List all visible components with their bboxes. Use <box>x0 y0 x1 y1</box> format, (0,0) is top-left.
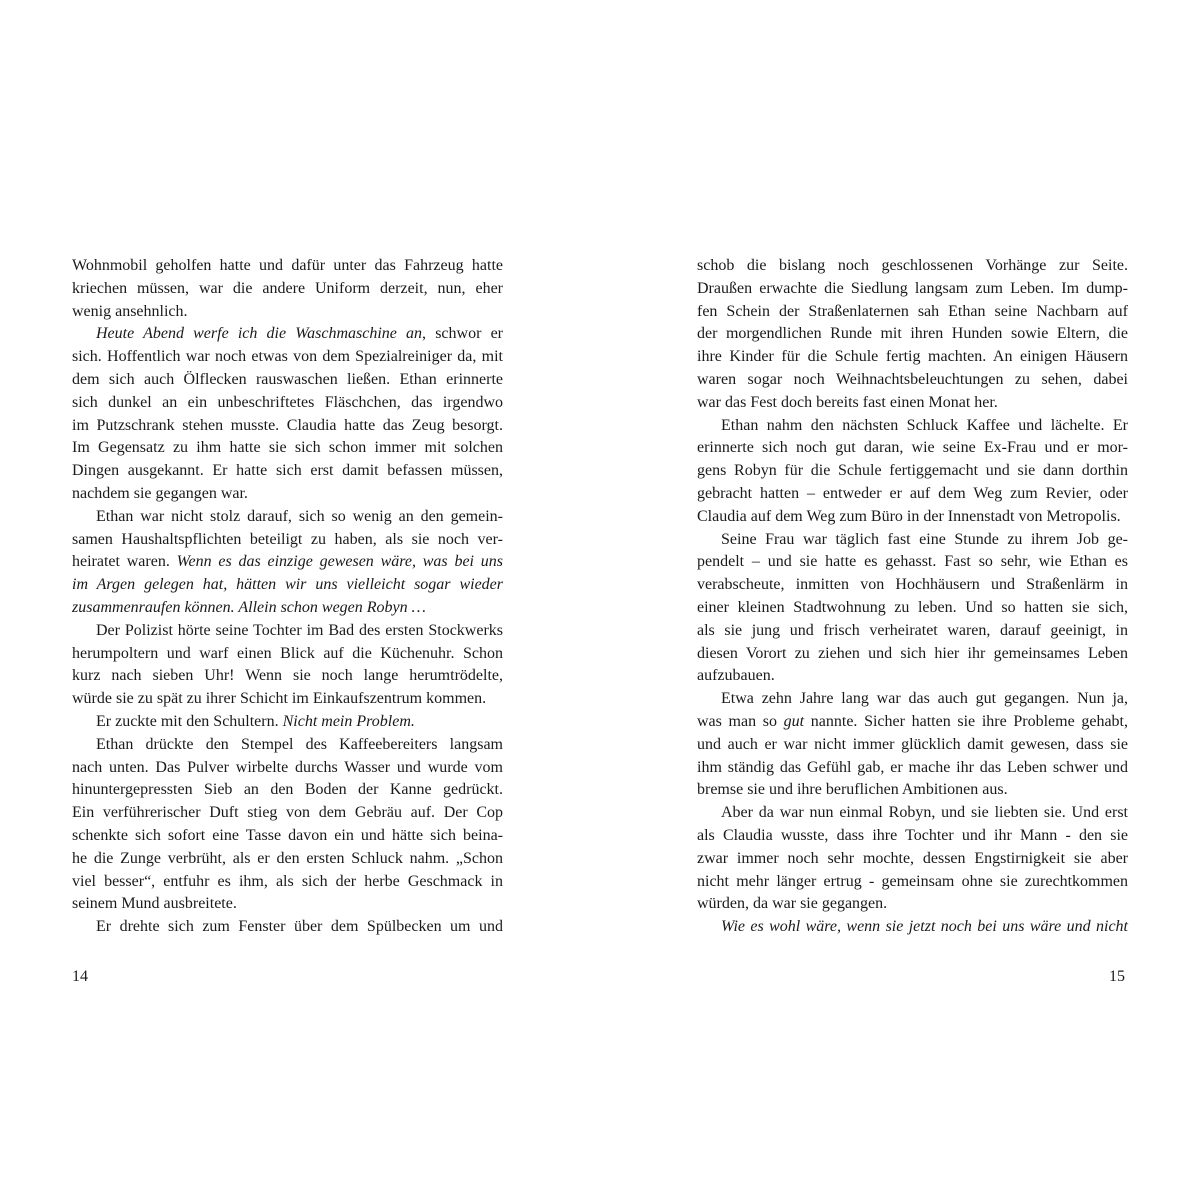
text-run: nach unten. Das Pulver wirbelte durchs Wasser und wurde vom <box>72 758 503 776</box>
text-line <box>72 551 503 574</box>
text-line <box>72 802 503 825</box>
text-line <box>697 392 1128 415</box>
text-run: einer kleinen Stadtwohnung zu leben. Und so hatten sie sich, <box>697 598 1128 616</box>
text-run: Ethan drückte den Stempel des Kaffeebereiters langsam <box>96 735 503 753</box>
italic-text: Heute Abend werfe ich die Waschmaschine an <box>96 325 423 343</box>
text-run: als Claudia wusste, dass ihre Tochter und ihr Mann - den sie <box>697 826 1128 844</box>
italic-text: im Argen gelegen hat, hätten wir uns vielleicht sogar wieder <box>72 576 503 594</box>
text-run: schob die bislang noch geschlossenen Vorhänge zur Seite. <box>697 257 1128 274</box>
text-run: würden, da war sie gegangen. <box>697 895 888 913</box>
text-line <box>697 278 1128 301</box>
text-line <box>72 688 503 711</box>
text-line <box>697 346 1128 369</box>
text-line <box>697 574 1128 597</box>
text-run: samen Haushaltspflichten beteiligt zu haben, als sie noch ver- <box>72 530 503 548</box>
text-line <box>72 323 503 346</box>
text-run: herumpoltern und warf einen Blick auf die Küchenuhr. Schon <box>72 644 503 662</box>
text-run: waren sogar noch Weihnachtsbeleuchtungen zu sehen, dabei <box>697 370 1128 388</box>
text-run: heiratet waren. <box>72 553 177 571</box>
text-line <box>72 415 503 438</box>
text-run: sich. Hoffentlich war noch etwas von dem Spezialreiniger da, mit <box>72 348 503 366</box>
italic-text: Nicht mein Problem. <box>282 712 415 730</box>
text-line <box>72 916 503 939</box>
text-run: fen Schein der Straßenlaternen sah Ethan seine Nachbarn auf <box>697 302 1128 320</box>
text-line <box>72 757 503 780</box>
text-line <box>72 506 503 529</box>
text-line <box>697 597 1128 620</box>
text-line <box>72 893 503 916</box>
text-line <box>697 643 1128 666</box>
text-run: Der Polizist hörte seine Tochter im Bad des ersten Stockwerks <box>96 621 503 639</box>
text-line <box>697 323 1128 346</box>
text-line <box>697 825 1128 848</box>
text-run: wenig ansehnlich. <box>72 302 188 320</box>
text-run: Ein verführerischer Duft stieg von dem Gebräu auf. Der Cop <box>72 804 503 822</box>
text-line <box>697 415 1128 438</box>
right-page-text <box>697 255 1128 939</box>
text-line <box>72 301 503 324</box>
text-run: Im Gegensatz zu ihm hatte sie sich schon immer mit solchen <box>72 439 503 457</box>
italic-text: Wie es wohl wäre, wenn sie jetzt noch bei uns wäre und nicht <box>721 918 1128 936</box>
text-line <box>72 574 503 597</box>
italic-text: gut <box>783 712 805 730</box>
text-line <box>72 620 503 643</box>
text-run: Er zuckte mit den Schultern. <box>96 712 283 730</box>
text-line <box>697 437 1128 460</box>
text-run: erinnerte sich noch gut daran, wie seine Ex-Frau und er mor- <box>697 439 1128 457</box>
text-run: Ethan war nicht stolz darauf, sich so wenig an den gemein- <box>96 507 503 525</box>
text-run: kurz nach sieben Uhr! Wenn sie noch lange herumtrödelte, <box>72 667 503 685</box>
text-line <box>72 369 503 392</box>
text-line <box>72 734 503 757</box>
text-run: hinuntergepressten Sieb an den Boden der Kanne gedrückt. <box>72 781 503 799</box>
text-line <box>72 529 503 552</box>
text-line <box>72 848 503 871</box>
text-line <box>72 665 503 688</box>
text-run: pendelt – und sie hatte es gehasst. Fast so sehr, wie Ethan es <box>697 553 1128 571</box>
text-run: gens Robyn für die Schule fertiggemacht und sie dann dorthin <box>697 462 1128 480</box>
text-run: und auch er war nicht immer glücklich damit gewesen, dass sie <box>697 735 1128 753</box>
italic-text: zusammenraufen können. Allein schon wegen Robyn … <box>72 598 426 616</box>
text-run: Dingen ausgekannt. Er hatte sich erst damit befassen müssen, <box>72 462 503 480</box>
text-line <box>697 734 1128 757</box>
text-run: nicht mehr länger ertrug - gemeinsam ohne sie zurechtkommen <box>697 872 1128 890</box>
text-run: Draußen erwachte die Siedlung langsam zum Leben. Im dump- <box>697 279 1128 297</box>
text-line <box>72 871 503 894</box>
text-run: nachdem sie gegangen war. <box>72 484 248 502</box>
text-run: zwar immer noch sehr mochte, dessen Engstirnigkeit sie aber <box>697 849 1128 867</box>
text-line <box>72 711 503 734</box>
text-run: nannte. Sicher hatten sie ihre Probleme gehabt, <box>804 712 1129 730</box>
text-line <box>72 643 503 666</box>
text-line <box>697 802 1128 825</box>
text-line <box>697 871 1128 894</box>
text-line <box>697 757 1128 780</box>
right-page <box>697 255 1128 939</box>
text-run: Aber da war nun einmal Robyn, und sie liebten sie. Und erst <box>721 804 1128 822</box>
text-run: ihre Kinder für die Schule fertig machten. An einigen Häusern <box>697 348 1128 366</box>
text-line <box>697 893 1128 916</box>
text-run: gebracht hatten – entweder er auf dem Weg zum Revier, oder <box>697 484 1128 502</box>
text-line <box>72 392 503 415</box>
text-run: bremse sie und ihre beruflichen Ambitionen aus. <box>697 781 1008 799</box>
text-line <box>697 301 1128 324</box>
text-run: der morgendlichen Runde mit ihren Hunden sowie Eltern, die <box>697 325 1128 343</box>
text-run: Ethan nahm den nächsten Schluck Kaffee und lächelte. Er <box>721 416 1128 434</box>
text-run: he die Zunge verbrüht, als er den ersten Schluck nahm. „Schon <box>72 849 503 867</box>
text-line <box>72 483 503 506</box>
left-page-text <box>72 255 503 939</box>
text-line <box>697 529 1128 552</box>
text-line <box>72 597 503 620</box>
text-run: Wohnmobil geholfen hatte und dafür unter das Fahrzeug hatte <box>72 257 503 274</box>
text-run: viel besser“, entfuhr es ihm, als sich der herbe Geschmack in <box>72 872 503 890</box>
text-line <box>697 369 1128 392</box>
text-line <box>697 255 1128 278</box>
text-run: als sie jung und frisch verheiratet waren, darauf geeinigt, in <box>697 621 1128 639</box>
text-run: Etwa zehn Jahre lang war das auch gut gegangen. Nun ja, <box>721 690 1128 708</box>
text-line <box>697 848 1128 871</box>
text-run: Er drehte sich zum Fenster über dem Spülbecken um und <box>96 918 503 936</box>
text-run: Seine Frau war täglich fast eine Stunde zu ihrem Job ge- <box>721 530 1128 548</box>
text-run: war das Fest doch bereits fast einen Monat her. <box>697 393 998 411</box>
text-line <box>72 779 503 802</box>
left-page-number: 14 <box>72 968 88 985</box>
text-run: dem sich auch Ölflecken rauswaschen ließen. Ethan erinnerte <box>72 370 503 388</box>
text-line <box>72 825 503 848</box>
text-line <box>697 665 1128 688</box>
text-line <box>697 483 1128 506</box>
text-line <box>72 255 503 278</box>
text-run: sich dunkel an ein unbeschriftetes Fläschchen, das irgendwo <box>72 393 503 411</box>
text-line <box>72 278 503 301</box>
text-line <box>697 916 1128 939</box>
text-run: schenkte sich sofort eine Tasse davon ein und hätte sich beina- <box>72 826 503 844</box>
text-run: ihm ständig das Gefühl gab, er mache ihr das Leben schwer und <box>697 758 1128 776</box>
text-run: diesen Vorort zu ziehen und sich hier ihr gemeinsames Leben <box>697 644 1128 662</box>
text-line <box>72 437 503 460</box>
italic-text: Wenn es das einzige gewesen wäre, was bei uns <box>176 553 503 571</box>
text-line <box>697 779 1128 802</box>
text-run: was man so <box>697 712 784 730</box>
left-page <box>72 255 503 939</box>
text-line <box>697 460 1128 483</box>
text-run: Claudia auf dem Weg zum Büro in der Innenstadt von Metropolis. <box>697 507 1121 525</box>
text-line <box>697 711 1128 734</box>
text-line <box>697 506 1128 529</box>
text-line <box>697 551 1128 574</box>
text-run: seinem Mund ausbreitete. <box>72 895 237 913</box>
text-line <box>72 346 503 369</box>
text-line <box>697 688 1128 711</box>
text-run: , schwor er <box>422 325 503 343</box>
text-run: im Putzschrank stehen musste. Claudia hatte das Zeug besorgt. <box>72 416 503 434</box>
text-run: kriechen müssen, war die andere Uniform derzeit, nun, eher <box>72 279 503 297</box>
text-line <box>72 460 503 483</box>
text-run: verabscheute, inmitten von Hochhäusern und Straßenlärm in <box>697 576 1128 594</box>
text-run: würde sie zu spät zu ihrer Schicht im Einkaufszentrum kommen. <box>72 690 487 708</box>
text-run: aufzubauen. <box>697 667 775 685</box>
text-line <box>697 620 1128 643</box>
right-page-number: 15 <box>1109 968 1125 985</box>
